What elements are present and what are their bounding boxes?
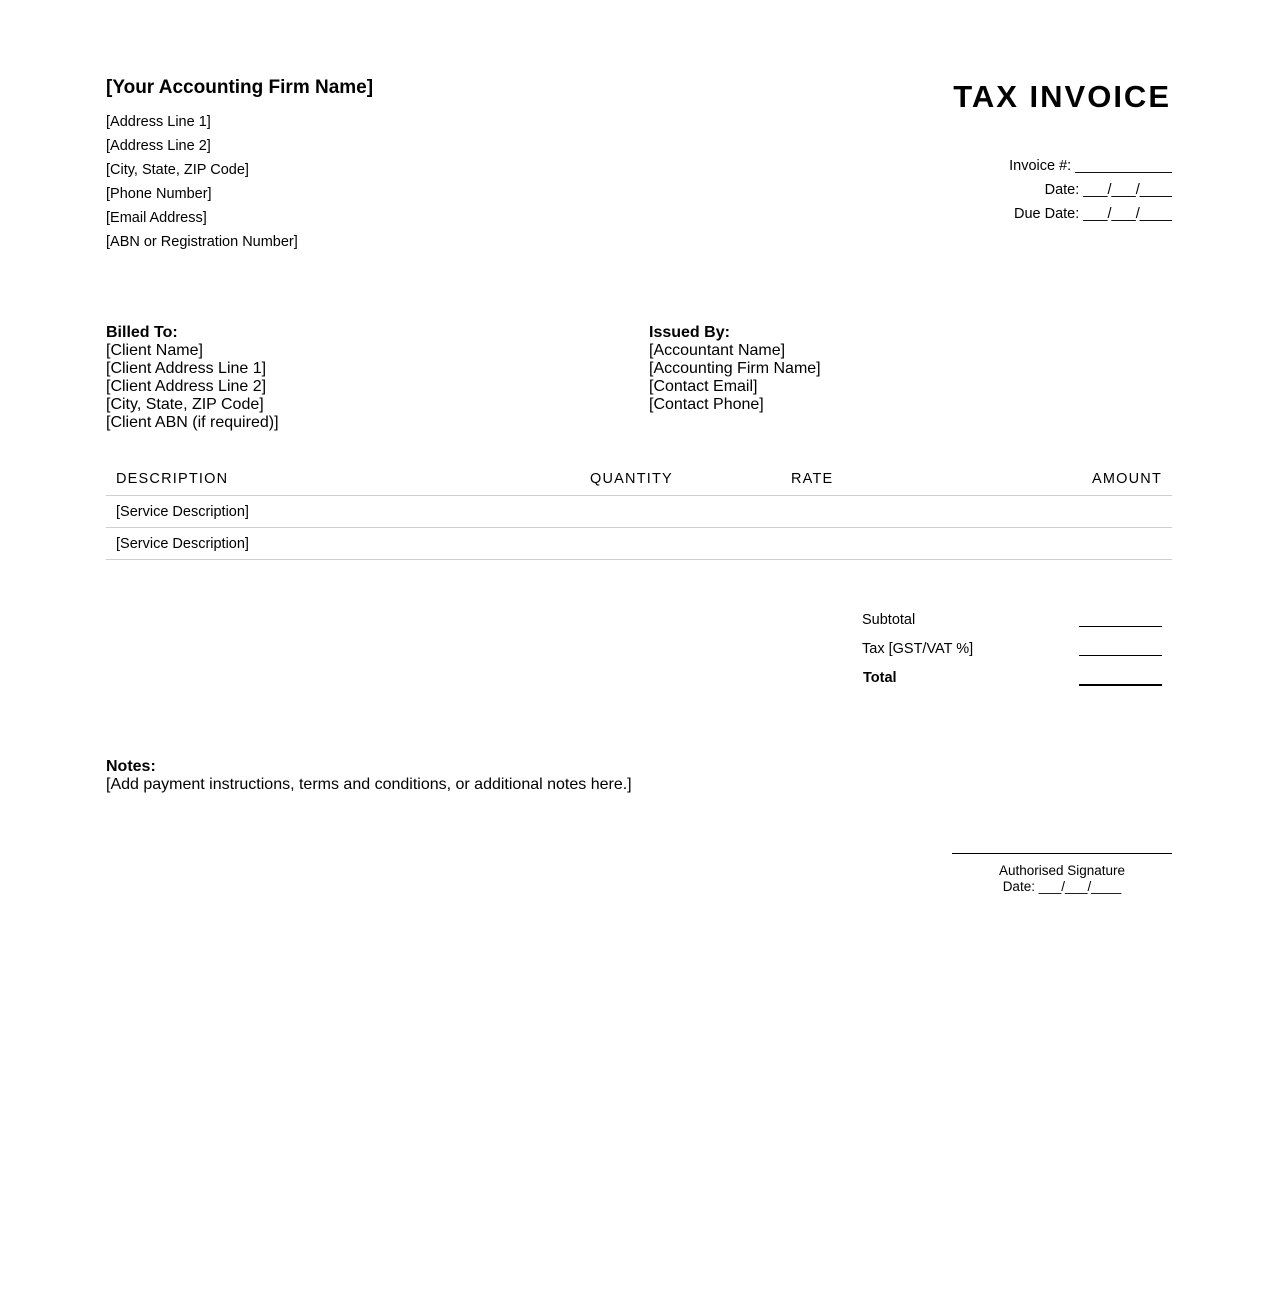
client-abn: [Client ABN (if required)] [106, 414, 279, 431]
column-header-rate: RATE [781, 464, 1002, 496]
client-address-line-1: [Client Address Line 1] [106, 360, 267, 377]
firm-address-line-2: [Address Line 2] [106, 138, 211, 154]
table-row [106, 528, 1172, 560]
signature-date: Date: ___/___/____ [1002, 879, 1122, 894]
column-header-description: DESCRIPTION [106, 464, 580, 496]
cell-description: [Service Description] [106, 528, 580, 560]
firm-city-state-zip: [City, State, ZIP Code] [106, 162, 249, 178]
notes-text: [Add payment instructions, terms and conditions, or additional notes here.] [106, 776, 632, 793]
issued-by-heading: Issued By: [649, 324, 730, 341]
contact-phone: [Contact Phone] [649, 396, 764, 413]
billed-to-block [106, 324, 279, 432]
billed-to-heading: Billed To: [106, 324, 178, 341]
cell-amount [1002, 528, 1172, 560]
invoice-due-date-field: Due Date: ___/___/____ [1013, 206, 1172, 222]
tax-label: Tax [GST/VAT %] [862, 641, 974, 657]
notes-heading: Notes: [106, 758, 156, 775]
cell-amount [1002, 496, 1172, 528]
accounting-firm-name: [Accounting Firm Name] [649, 360, 821, 377]
invoice-date-field: Date: ___/___/____ [1044, 182, 1172, 198]
total-value-line [1079, 670, 1162, 686]
accountant-name: [Accountant Name] [649, 342, 786, 359]
contact-email: [Contact Email] [649, 378, 758, 395]
cell-description: [Service Description] [106, 496, 580, 528]
client-name: [Client Name] [106, 342, 203, 359]
signature-line [952, 853, 1172, 854]
signature-label: Authorised Signature [998, 863, 1126, 878]
line-items-table [106, 464, 1172, 560]
total-label: Total [863, 670, 897, 686]
issued-by-block [649, 324, 821, 414]
tax-value-line [1079, 641, 1162, 656]
signature-block [952, 853, 1172, 895]
cell-quantity [580, 496, 781, 528]
cell-rate [781, 496, 1002, 528]
notes-block [106, 758, 632, 794]
table-row [106, 496, 1172, 528]
tax-row [862, 641, 1162, 670]
subtotal-value-line [1079, 612, 1162, 627]
totals-block [862, 612, 1162, 699]
firm-abn: [ABN or Registration Number] [106, 234, 298, 250]
column-header-amount: AMOUNT [1002, 464, 1172, 496]
invoice-number-field: Invoice #: ____________ [1009, 158, 1172, 174]
document-title: TAX INVOICE [953, 79, 1171, 114]
total-row [862, 670, 1162, 699]
firm-email: [Email Address] [106, 210, 207, 226]
client-city-state-zip: [City, State, ZIP Code] [106, 396, 264, 413]
firm-address-block [106, 110, 298, 254]
invoice-meta [1009, 154, 1172, 226]
firm-name: [Your Accounting Firm Name] [106, 77, 374, 98]
table-header-row [106, 464, 1172, 496]
cell-quantity [580, 528, 781, 560]
subtotal-label: Subtotal [862, 612, 916, 628]
cell-rate [781, 528, 1002, 560]
firm-phone: [Phone Number] [106, 186, 212, 202]
subtotal-row [862, 612, 1162, 641]
column-header-quantity: QUANTITY [580, 464, 781, 496]
client-address-line-2: [Client Address Line 2] [106, 378, 267, 395]
firm-address-line-1: [Address Line 1] [106, 114, 211, 130]
